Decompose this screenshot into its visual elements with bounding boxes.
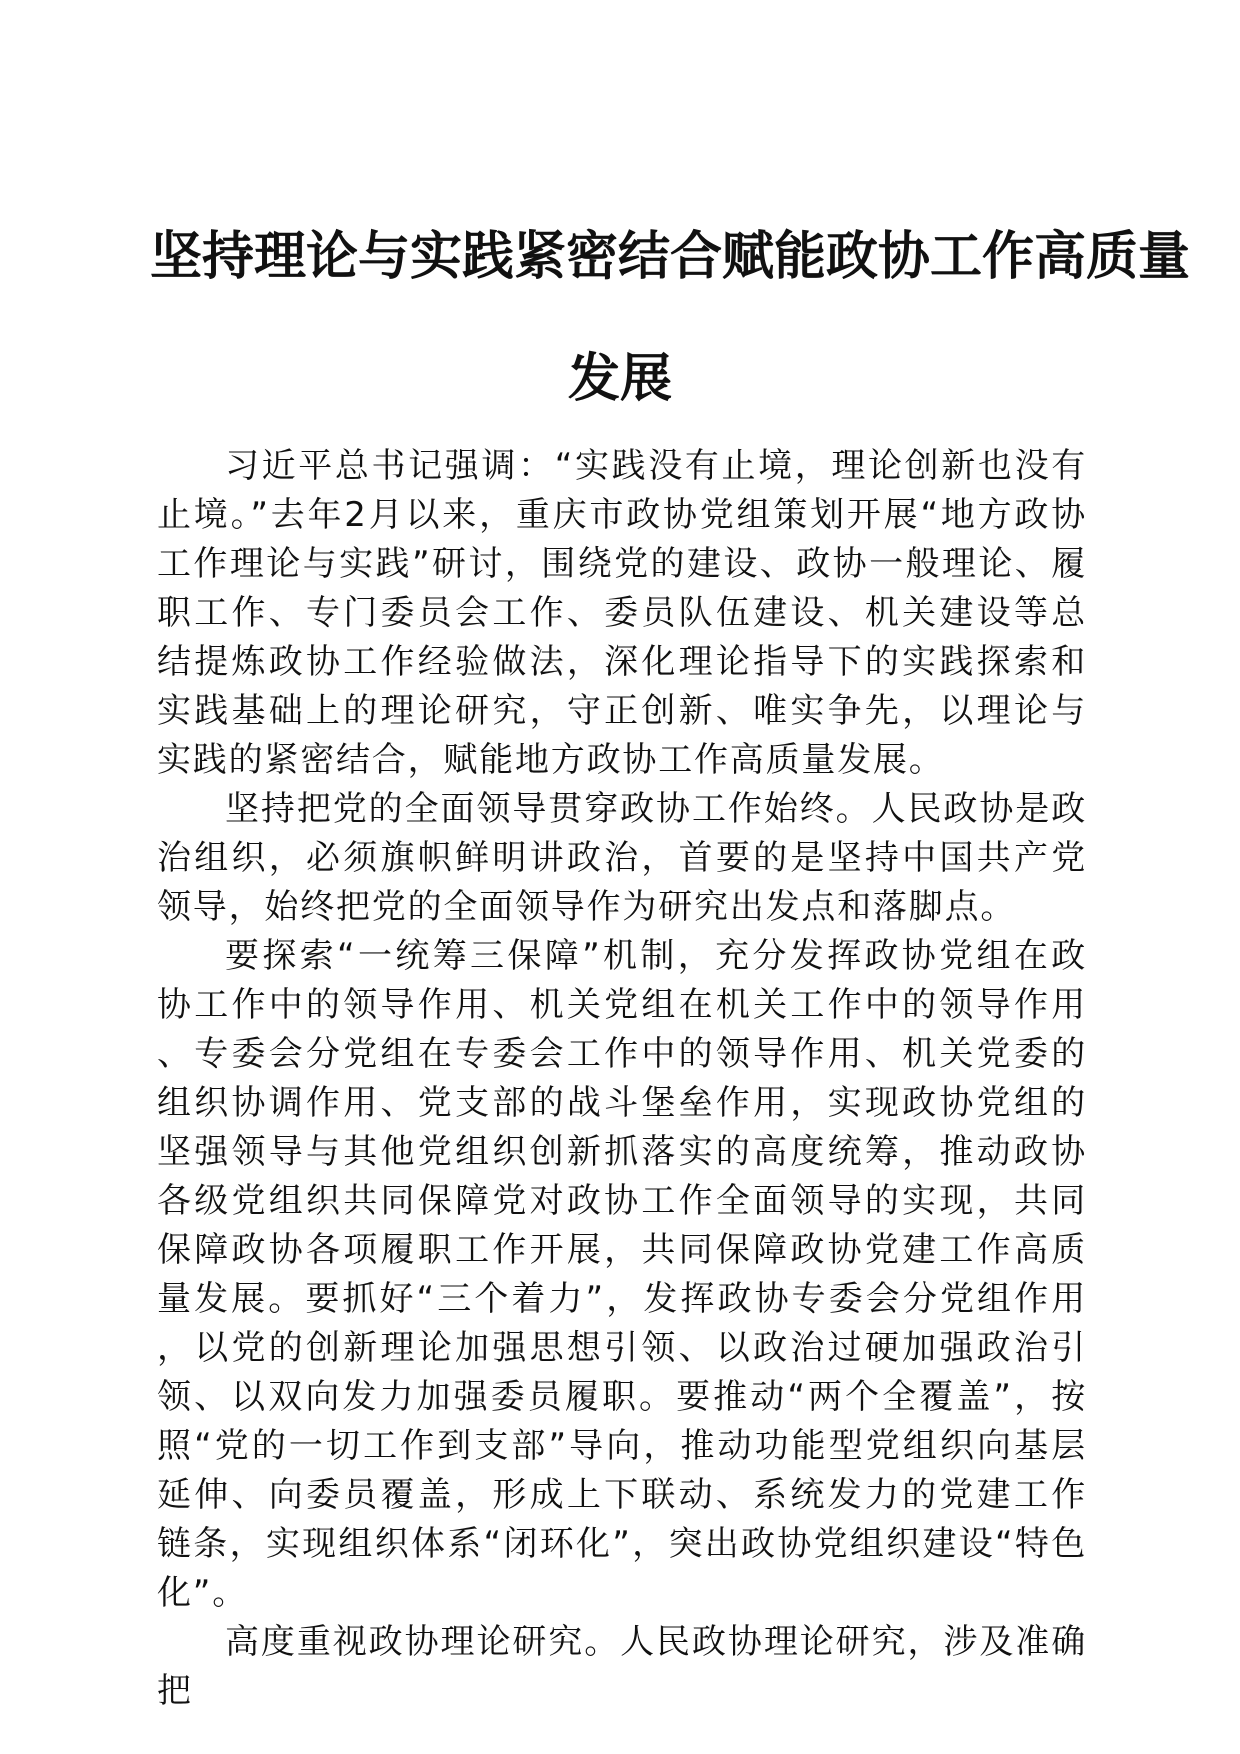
paragraph-mechanism: 要探索“一统筹三保障”机制，充分发挥政协党组在政协工作中的领导作用、机关党组在机关工作中的领导作用、专委会分党组在专委会工作中的领导作用、机关党委的组织协调作用、党支部的战斗堡垒作用，实现政协党组的坚强领导与其他党组织创新抓落实的高度统筹，推动政协各级党组织共同保障党对政协工作全面领导的实现，共同保障政协各项履职工作开展，共同保障政协党建工作高质量发展。要抓好“三个着力”，发挥政协专委会分党组作用，以党的创新理论加强思想引领、以政治过硬加强政治引领、以双向发力加强委员履职。要推动“两个全覆盖”，按照“党的一切工作到支部”导向，推动功能型党组织向基层延伸、向委员覆盖，形成上下联动、系统发力的党建工作链条，实现组织体系“闭环化”，突出政协党组织建设“特色化”。 bbox=[157, 936, 1087, 1613]
document-title-line-1: 坚持理论与实践紧密结合赋能政协工作高质量 bbox=[150, 226, 1191, 287]
document-title-line-2: 发展 bbox=[567, 348, 672, 409]
document-body bbox=[157, 442, 1087, 1716]
paragraph-theory-research: 高度重视政协理论研究。人民政协理论研究，涉及准确把 bbox=[157, 1622, 1087, 1711]
paragraph-intro: 习近平总书记强调：“实践没有止境，理论创新也没有止境。”去年2月以来，重庆市政协党组策划开展“地方政协工作理论与实践”研讨，围绕党的建设、政协一般理论、履职工作、专门委员会工作、委员队伍建设、机关建设等总结提炼政协工作经验做法，深化理论指导下的实践探索和实践基础上的理论研究，守正创新、唯实争先，以理论与实践的紧密结合，赋能地方政协工作高质量发展。 bbox=[157, 446, 1087, 780]
paragraph-party-leadership: 坚持把党的全面领导贯穿政协工作始终。人民政协是政治组织，必须旗帜鲜明讲政治，首要的是坚持中国共产党领导，始终把党的全面领导作为研究出发点和落脚点。 bbox=[157, 789, 1087, 927]
